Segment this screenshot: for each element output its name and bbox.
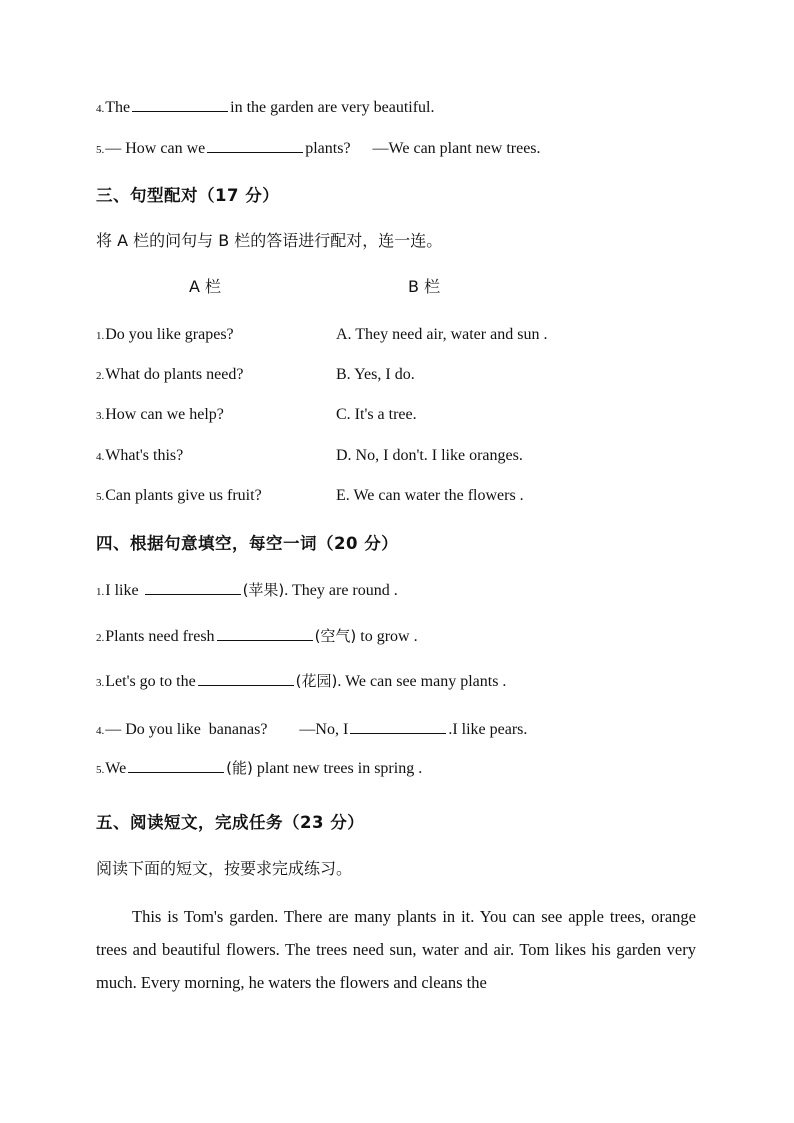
section-5-instruction: 阅读下面的短文，按要求完成练习。 <box>96 859 353 878</box>
answer-blank[interactable] <box>145 580 241 595</box>
passage-text: This is Tom's garden. There are many plants in it. You can see apple trees, orange trees and beautiful flowers. The trees need sun, water and air. Tom likes his garden very much. Every morning, he waters the flowers and cleans the <box>96 907 696 992</box>
section-3-heading: 三、句型配对（17 分） <box>96 186 280 205</box>
match-row <box>96 486 696 506</box>
fill-item-1 <box>96 580 398 602</box>
match-answer[interactable]: A. They need air, water and sun . <box>336 326 548 343</box>
question-reply: —We can plant new trees. <box>372 140 541 157</box>
match-question[interactable]: 2.What do plants need? <box>96 366 244 383</box>
fill-question-5 <box>96 138 541 160</box>
question-number: 5. <box>96 144 105 156</box>
match-row <box>96 365 696 385</box>
item-text-before: I like <box>105 582 143 599</box>
question-number: 5. <box>96 764 105 776</box>
section-5-heading: 五、阅读短文，完成任务（23 分） <box>96 813 365 832</box>
question-number: 3. <box>96 677 105 689</box>
question-text-before: — How can we <box>105 140 206 157</box>
match-answer[interactable]: E. We can water the flowers . <box>336 487 524 504</box>
question-number: 4. <box>96 725 105 737</box>
chinese-hint: (能) <box>226 759 253 777</box>
item-text-after: plant new trees in spring . <box>252 760 423 777</box>
item-text-before: Let's go to the <box>105 673 196 690</box>
section-4-heading: 四、根据句意填空，每空一词（20 分） <box>96 534 399 553</box>
fill-item-4 <box>96 719 527 741</box>
match-question[interactable]: 4.What's this? <box>96 447 184 464</box>
answer-blank[interactable] <box>198 671 294 686</box>
match-question[interactable]: 3.How can we help? <box>96 406 224 423</box>
answer-blank[interactable] <box>217 626 313 641</box>
match-row <box>96 405 696 425</box>
answer-blank[interactable] <box>350 719 446 734</box>
item-text-after: . We can see many plants . <box>337 673 507 690</box>
answer-blank[interactable] <box>128 758 224 773</box>
match-row <box>96 325 696 345</box>
reading-passage <box>96 900 696 999</box>
match-answer[interactable]: D. No, I don't. I like oranges. <box>336 447 523 464</box>
question-text-after: in the garden are very beautiful. <box>230 99 435 116</box>
item-text-before: Plants need fresh <box>105 628 215 645</box>
column-a-header: A 栏 <box>189 277 222 296</box>
item-text-before: — Do you like bananas? —No, I <box>105 721 349 738</box>
match-question[interactable]: 1.Do you like grapes? <box>96 326 234 343</box>
section-3-instruction: 将 A 栏的问句与 B 栏的答语进行配对，连一连。 <box>96 231 443 250</box>
answer-blank[interactable] <box>132 97 228 112</box>
fill-question-4 <box>96 97 434 119</box>
item-text-after: .I like pears. <box>448 721 528 738</box>
chinese-hint: (苹果) <box>242 581 285 599</box>
fill-item-3 <box>96 671 506 693</box>
item-text-before: We <box>105 760 127 777</box>
match-question[interactable]: 5.Can plants give us fruit? <box>96 487 262 504</box>
question-text-after: plants? <box>305 140 351 157</box>
answer-blank[interactable] <box>207 138 303 153</box>
match-answer[interactable]: B. Yes, I do. <box>336 366 415 383</box>
column-b-header: B 栏 <box>408 277 441 296</box>
fill-item-2 <box>96 626 418 648</box>
match-answer[interactable]: C. It's a tree. <box>336 406 417 423</box>
question-number: 2. <box>96 632 105 644</box>
chinese-hint: (花园) <box>295 672 338 690</box>
fill-item-5 <box>96 758 422 780</box>
item-text-after: to grow . <box>356 628 418 645</box>
question-number: 4. <box>96 103 105 115</box>
question-number: 1. <box>96 586 105 598</box>
item-text-after: . They are round . <box>284 582 398 599</box>
question-text-before: The <box>105 99 131 116</box>
chinese-hint: (空气) <box>314 627 357 645</box>
match-row <box>96 446 696 466</box>
